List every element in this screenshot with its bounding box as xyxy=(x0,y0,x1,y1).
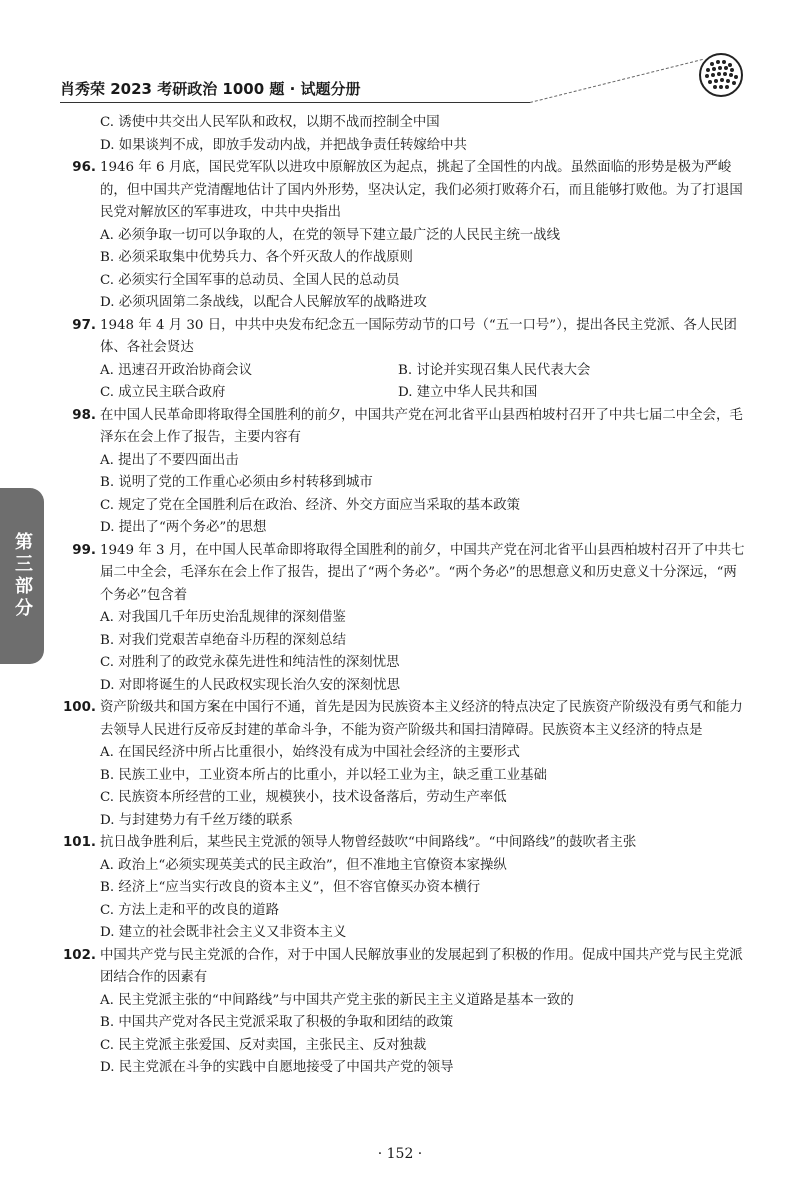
question-101 xyxy=(60,832,750,945)
option-b: B. 民族工业中，工业资本所占的比重小，并以轻工业为主，缺乏重工业基础 xyxy=(100,767,547,783)
option-c: C. 对胜利了的政党永葆先进性和纯洁性的深刻忧思 xyxy=(100,655,400,670)
option-c: C. 成立民主联合政府 xyxy=(100,385,226,400)
question-stem: 1949 年 3 月，在中国人民革命即将取得全国胜利的前夕，中国共产党在河北省平山县西柏坡村召开了中共七届二中全会，毛泽东在会上作了报告，提出了“两个务必”。“两个务必”的思想意义和历史意义十分深远，“两个务必”包含着 xyxy=(100,542,745,603)
question-stem: 中国共产党与民主党派的合作，对于中国人民解放事业的发展起到了积极的作用。促成中国共产党与民主党派团结合作的因素有 xyxy=(100,947,743,985)
option-b: B. 讨论并实现召集人民代表大会 xyxy=(398,362,591,378)
option-d: D. 建立中华人民共和国 xyxy=(398,385,538,400)
option-a: A. 提出了不要四面出击 xyxy=(100,452,239,468)
option-a: A. 民主党派主张的“中间路线”与中国共产党主张的新民主主义道路是基本一致的 xyxy=(100,992,574,1008)
question-stem: 在中国人民革命即将取得全国胜利的前夕，中国共产党在河北省平山县西柏坡村召开了中共七届二中全会，毛泽东在会上作了报告，主要内容有 xyxy=(100,407,743,445)
question-stem: 抗日战争胜利后，某些民主党派的领导人物曾经鼓吹“中间路线”。“中间路线”的鼓吹者主张 xyxy=(100,835,637,850)
option-c: C. 规定了党在全国胜利后在政治、经济、外交方面应当采取的基本政策 xyxy=(100,497,520,513)
question-number: 99. xyxy=(72,542,96,558)
question-stem: 1946 年 6 月底，国民党军队以进攻中原解放区为起点，挑起了全国性的内战。虽然面临的形势是极为严峻的，但中国共产党清醒地估计了国内外形势，坚决认定，我们必须打败蒋介石，而且能够打败他。为了打退国民党对解放区的军事进攻，中共中央指出 xyxy=(100,160,743,220)
option-a: A. 迅速召开政治协商会议 xyxy=(100,362,253,378)
option-a: A. 在国民经济中所占比重很小，始终没有成为中国社会经济的主要形式 xyxy=(100,745,520,760)
option-c: C. 民主党派主张爱国、反对卖国，主张民主、反对独裁 xyxy=(100,1037,427,1053)
section-side-tab: 第三部分 xyxy=(0,488,44,664)
option-b: B. 中国共产党对各民主党派采取了积极的争取和团结的政策 xyxy=(100,1015,454,1030)
question-number: 97. xyxy=(72,317,96,333)
option-c: C. 必须实行全国军事的总动员、全国人民的总动员 xyxy=(100,272,400,288)
header-rule xyxy=(60,102,530,103)
option-a: A. 必须争取一切可以争取的人，在党的领导下建立最广泛的人民民主统一战线 xyxy=(100,227,561,243)
question-100 xyxy=(60,697,750,832)
option-d: D. 建立的社会既非社会主义又非资本主义 xyxy=(100,925,347,940)
option-b: B. 说明了党的工作重心必须由乡村转移到城市 xyxy=(100,475,373,490)
option-c: C. 方法上走和平的改良的道路 xyxy=(100,902,279,918)
question-list xyxy=(60,112,750,1080)
option-d: D. 民主党派在斗争的实践中自愿地接受了中国共产党的领导 xyxy=(100,1060,454,1075)
question-stem: 1948 年 4 月 30 日，中共中央发布纪念五一国际劳动节的口号（“五一口号”），提出各民主党派、各人民团体、各社会贤达 xyxy=(100,317,737,355)
option-a: A. 对我国几千年历史治乱规律的深刻借鉴 xyxy=(100,610,346,625)
option-d: D. 与封建势力有千丝万缕的联系 xyxy=(100,812,293,828)
running-header xyxy=(60,74,680,104)
page-number: · 152 · xyxy=(377,1146,423,1162)
option-b: B. 经济上“应当实行改良的资本主义”，但不容官僚买办资本横行 xyxy=(100,880,481,895)
header-dashed-line xyxy=(530,59,703,103)
question-102 xyxy=(60,945,750,1080)
option-d: D. 必须巩固第二条战线，以配合人民解放军的战略进攻 xyxy=(100,295,427,310)
option-c-prev: C. 诱使中共交出人民军队和政权，以期不战而控制全中国 xyxy=(100,115,440,130)
option-d: D. 对即将诞生的人民政权实现长治久安的深刻忧思 xyxy=(100,677,400,693)
header-title: 肖秀荣 2023 考研政治 1000 题 · 试题分册 xyxy=(60,80,361,98)
question-number: 96. xyxy=(72,160,96,175)
question-97 xyxy=(60,315,750,405)
option-b: B. 对我们党艰苦卓绝奋斗历程的深刻总结 xyxy=(100,632,346,648)
question-number: 100. xyxy=(62,700,96,715)
question-stem: 资产阶级共和国方案在中国行不通，首先是因为民族资本主义经济的特点决定了民族资产阶级没有勇气和能力去领导人民进行反帝反封建的革命斗争，不能为资产阶级共和国扫清障碍。民族资本主义经济的特点是 xyxy=(100,700,743,738)
question-number: 98. xyxy=(72,407,96,423)
question-96 xyxy=(60,157,750,315)
option-d-prev: D. 如果谈判不成，即放手发动内战，并把战争责任转嫁给中共 xyxy=(100,137,467,153)
question-99 xyxy=(60,540,750,698)
option-a: A. 政治上“必须实现英美式的民主政治”，但不准地主官僚资本家操纵 xyxy=(100,857,507,873)
question-number: 101. xyxy=(62,835,96,850)
option-b: B. 必须采取集中优势兵力、各个歼灭敌人的作战原则 xyxy=(100,250,413,265)
question-98 xyxy=(60,405,750,540)
option-c: C. 民族资本所经营的工业，规模狭小，技术设备落后，劳动生产率低 xyxy=(100,790,507,805)
question-number: 102. xyxy=(62,947,96,963)
globe-icon xyxy=(698,52,744,98)
option-d: D. 提出了“两个务必”的思想 xyxy=(100,520,267,535)
